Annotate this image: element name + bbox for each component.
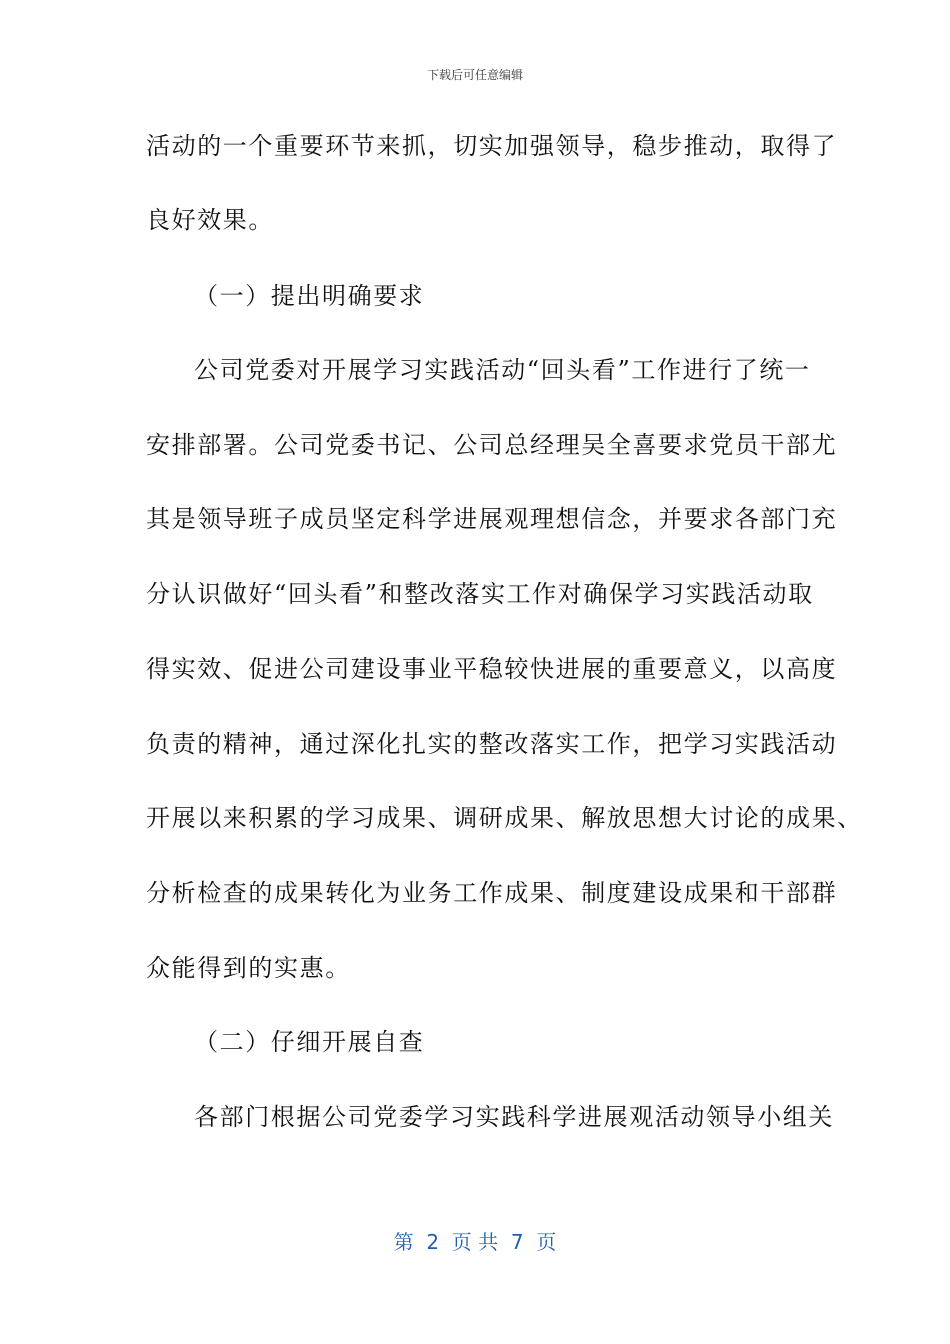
paragraph-line: 负责的精神，通过深化扎实的整改落实工作，把学习实践活动 (146, 730, 838, 758)
paragraph-line: 分析检查的成果转化为业务工作成果、制度建设成果和干部群 (146, 879, 838, 907)
paragraph-line: 得实效、促进公司建设事业平稳较快进展的重要意义，以高度 (146, 655, 838, 683)
paragraph-line: 各部门根据公司党委学习实践科学进展观活动领导小组关 (194, 1103, 834, 1131)
paragraph-line: 活动的一个重要环节来抓，切实加强领导，稳步推动，取得了 (146, 132, 838, 160)
section-heading: （一）提出明确要求 (194, 282, 425, 310)
paragraph-line: 公司党委对开展学习实践活动“回头看”工作进行了统一 (194, 356, 811, 384)
paragraph-line: 分认识做好“回头看”和整改落实工作对确保学习实践活动取 (146, 580, 814, 608)
paragraph-line: 其是领导班子成员坚定科学进展观理想信念，并要求各部门充 (146, 505, 838, 533)
paragraph-line: 开展以来积累的学习成果、调研成果、解放思想大讨论的成果、 (146, 804, 863, 832)
section-heading: （二）仔细开展自查 (194, 1028, 425, 1056)
paragraph-line: 众能得到的实惠。 (146, 954, 351, 982)
page-number: 第 2 页 共 7 页 (393, 1230, 557, 1254)
paragraph-line: 良好效果。 (146, 206, 274, 234)
paragraph-line: 安排部署。公司党委书记、公司总经理吴全喜要求党员干部尤 (146, 431, 838, 459)
header-note: 下载后可任意编辑 (426, 68, 523, 82)
